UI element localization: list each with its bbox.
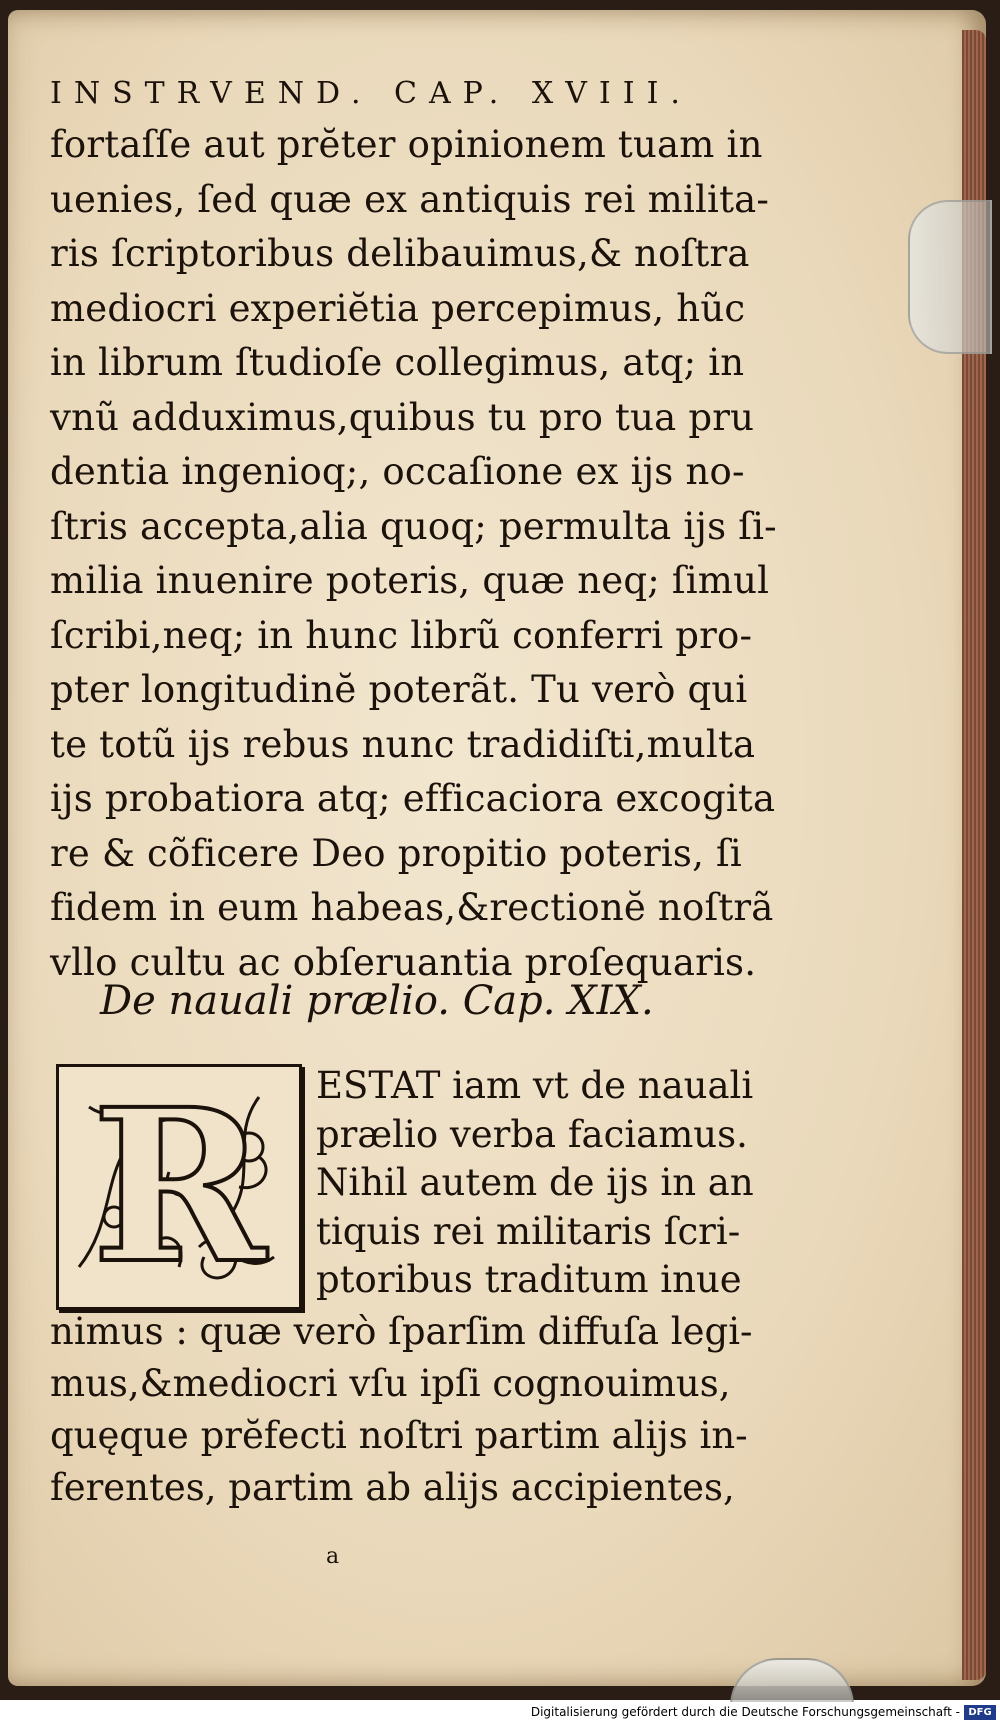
text-line: ptoribus traditum inue bbox=[316, 1258, 742, 1301]
text-line: fidem in eum habeas,&rectionĕ noſtrã bbox=[50, 886, 774, 929]
main-text bbox=[50, 70, 777, 990]
initial-letter: R bbox=[91, 1063, 267, 1310]
text-line: ſtris accepta,alia quoq; permulta ijs ſi- bbox=[50, 504, 777, 548]
chapter-heading: De nauali prælio. Cap. XIX. bbox=[100, 978, 654, 1024]
text-line: re & cõficere Deo propitio poteris, ſi bbox=[50, 831, 742, 875]
text-line: uenies, ſed quæ ex antiquis rei milita- bbox=[50, 177, 770, 221]
text-line: fortaſſe aut prĕter opinionem tuam in bbox=[50, 123, 763, 166]
text-line: vllo cultu ac obſeruantia proſequaris. bbox=[50, 940, 757, 984]
page-clip bbox=[908, 200, 992, 354]
signature-mark: a bbox=[326, 1544, 340, 1569]
text-line: te totũ ijs rebus nunc tradidiſti,multa bbox=[50, 722, 756, 766]
text-line: mediocri experiĕtia percepimus, hũc bbox=[50, 286, 746, 330]
text-line: ijs probatiora atq; efficaciora excogita bbox=[50, 777, 776, 820]
text-line: ferentes, partim ab alijs accipientes, bbox=[50, 1466, 735, 1509]
text-line: mus,&mediocri vſu ipſi cognouimus, bbox=[50, 1362, 731, 1405]
text-line: pter longitudinĕ poterãt. Tu verò qui bbox=[50, 668, 748, 711]
text-line: milia inuenire poteris, quæ neq; ſimul bbox=[50, 559, 770, 602]
running-header: INSTRVEND. CAP. XVIII. bbox=[50, 76, 692, 111]
text-line: prælio verba faciamus. bbox=[316, 1112, 748, 1156]
text-line: vnũ adduximus,quibus tu pro tua pru bbox=[50, 395, 755, 439]
decorated-initial bbox=[56, 1064, 302, 1310]
dfg-logo: DFG bbox=[964, 1705, 996, 1720]
footer-bar bbox=[0, 1702, 1000, 1724]
text-line: Nihil autem de ijs in an bbox=[316, 1161, 754, 1204]
text-line: quęque prĕfecti noſtri partim alijs in- bbox=[50, 1414, 748, 1457]
text-line: in librum ſtudioſe collegimus, atq; in bbox=[50, 341, 745, 384]
initial-text bbox=[316, 1062, 786, 1305]
text-line: ſcribi,neq; in hunc librũ conferri pro- bbox=[50, 613, 753, 657]
text-line: ESTAT iam vt de nauali bbox=[316, 1064, 754, 1107]
funding-notice: Digitalisierung gefördert durch die Deutsche Forschungsgemeinschaft - bbox=[530, 1705, 960, 1719]
text-line: nimus : quæ verò ſparſim diffuſa legi- bbox=[50, 1310, 753, 1353]
text-line: tiquis rei militaris ſcri- bbox=[316, 1209, 741, 1253]
lower-text bbox=[50, 1306, 770, 1514]
text-line: ris ſcriptoribus delibauimus,& noſtra bbox=[50, 232, 750, 275]
text-line: dentia ingenioq;, occaſione ex ijs no- bbox=[50, 450, 745, 493]
